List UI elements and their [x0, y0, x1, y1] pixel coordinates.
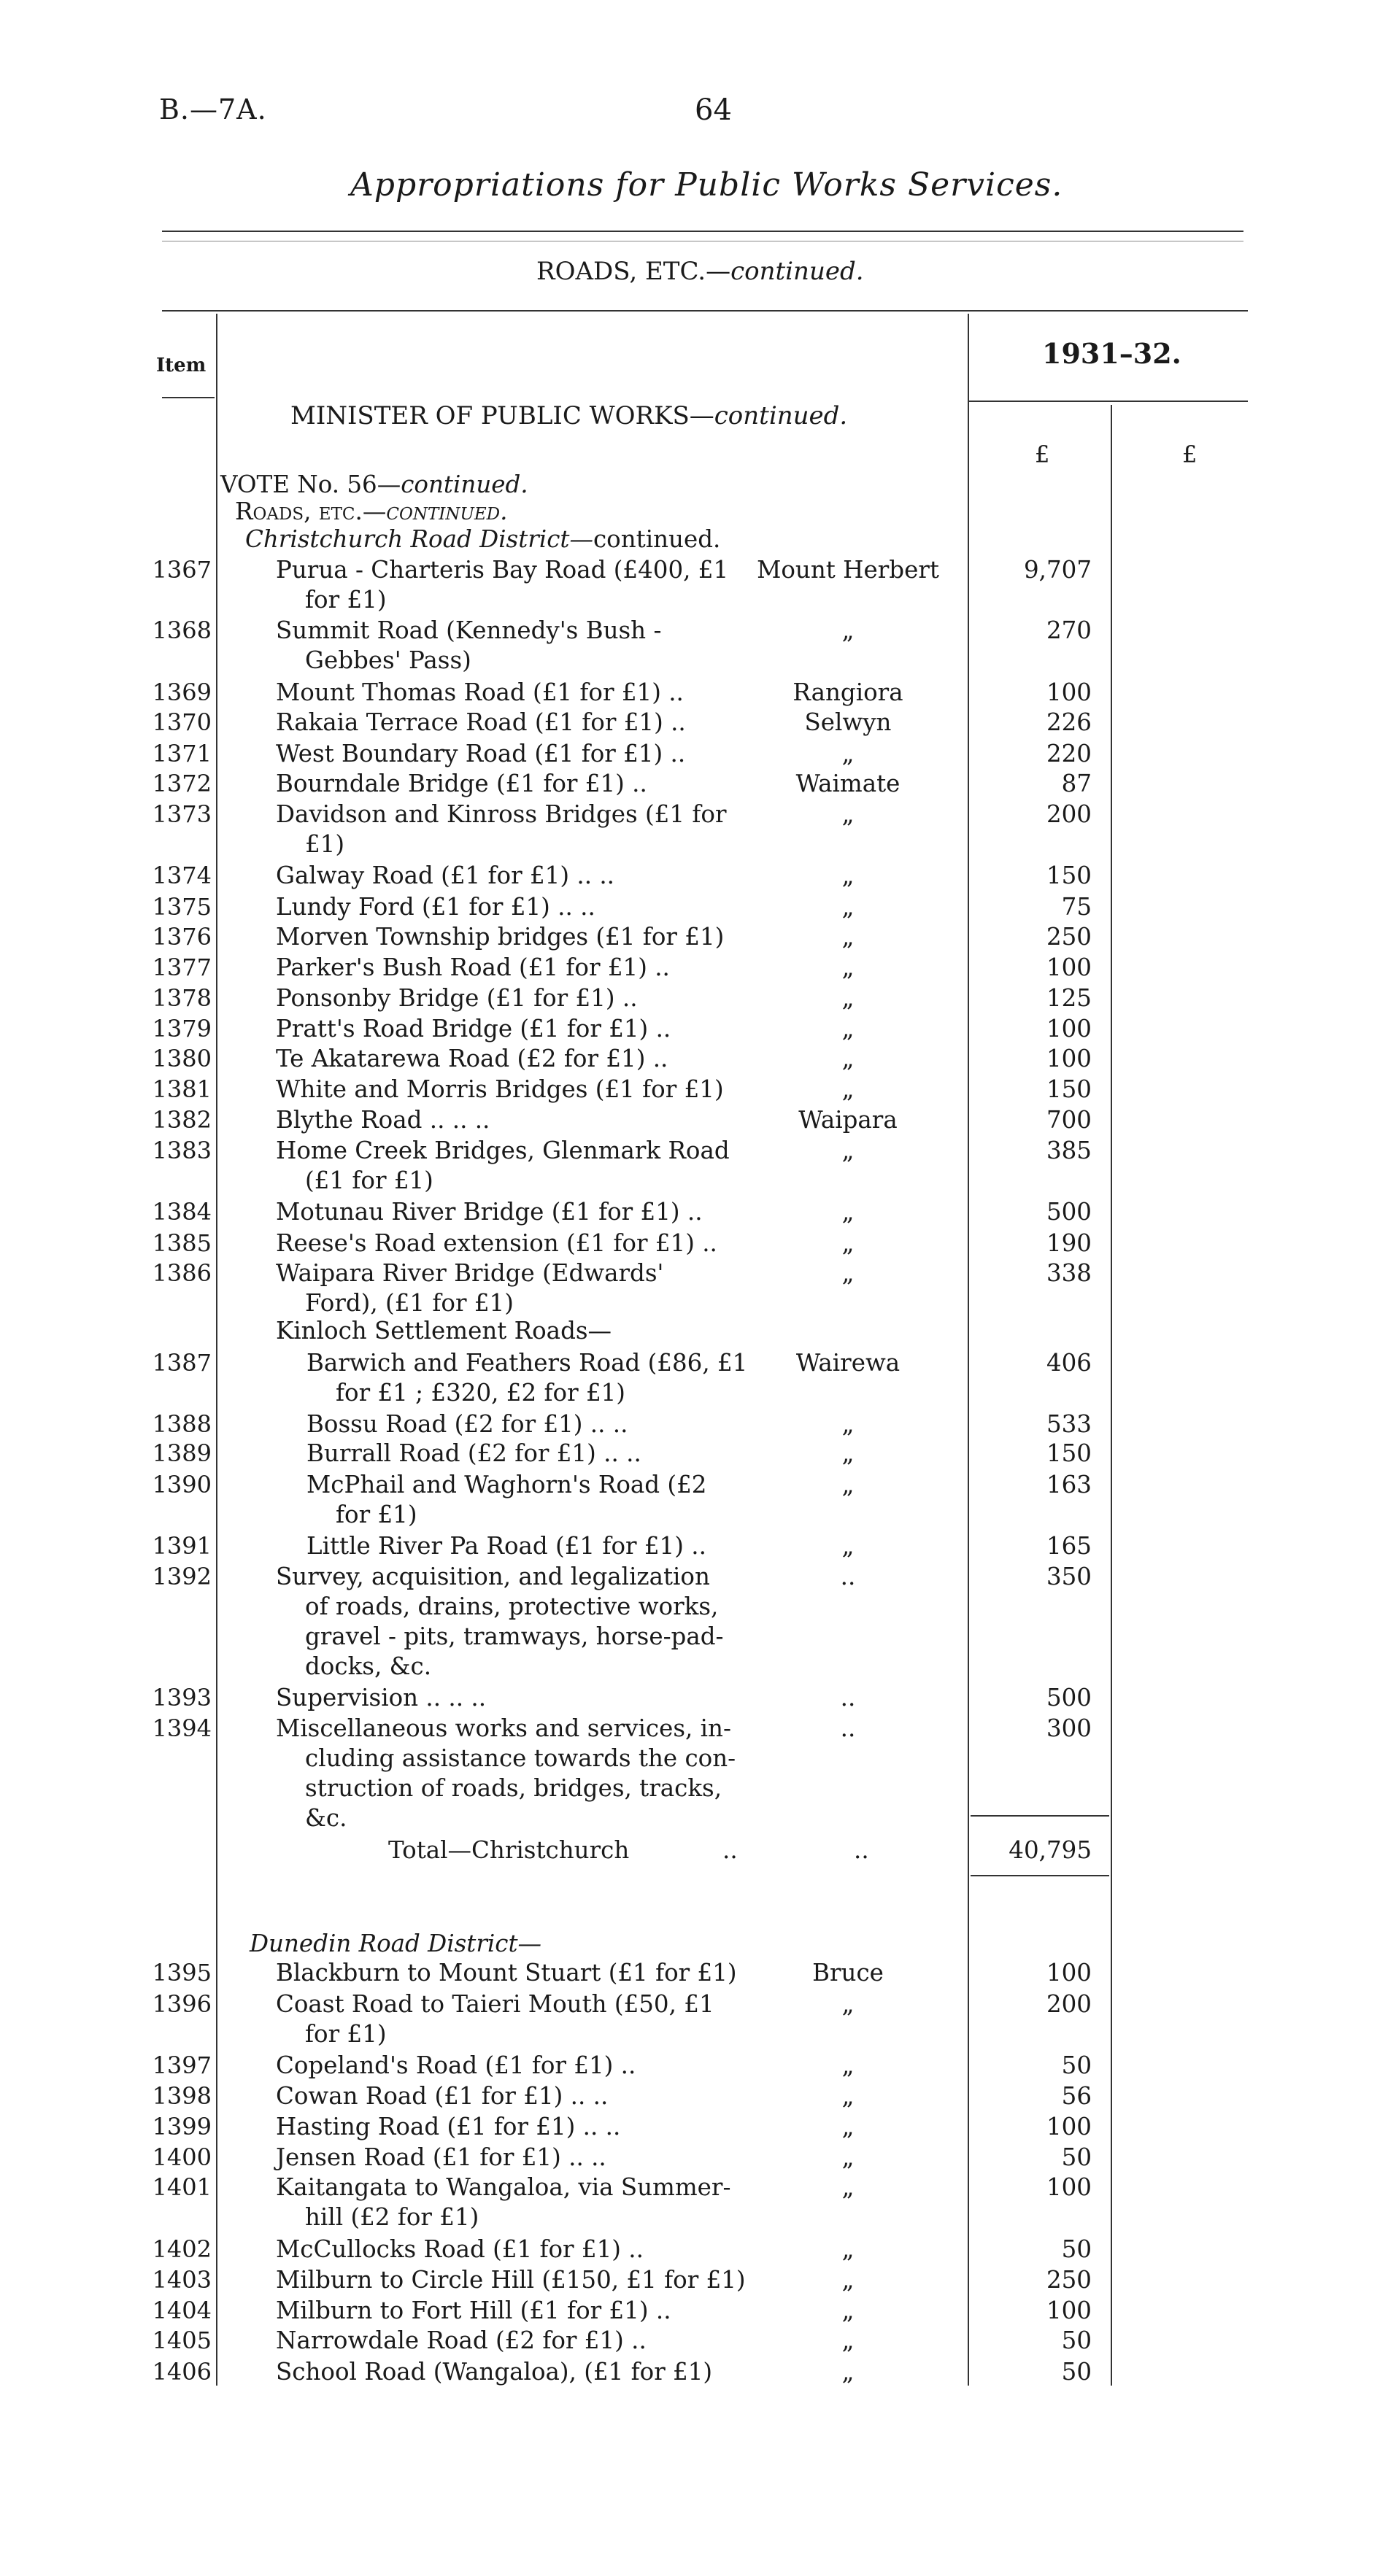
item-description: Barwich and Feathers Road (£86, £1 [306, 1349, 748, 1377]
item-description: docks, &c. [305, 1652, 432, 1680]
item-number: 1367 [152, 556, 212, 584]
pound-sign-1: £ [1035, 441, 1050, 468]
dunedin-district-heading: Dunedin Road District— [250, 1930, 542, 1957]
item-number: 1373 [152, 800, 212, 828]
item-number: 1405 [152, 2326, 212, 2354]
item-district: Rangiora [793, 678, 903, 706]
section-title: ROADS, ETC.—continued. [536, 257, 864, 286]
item-number: 1390 [152, 1471, 212, 1498]
item-description: Bourndale Bridge (£1 for £1) .. [276, 770, 647, 797]
pound-sign-2: £ [1182, 441, 1198, 468]
item-number: 1406 [152, 2358, 212, 2386]
page-title: Appropriations for Public Works Services. [350, 166, 1063, 204]
item-amount: 200 [1046, 1990, 1092, 2018]
item-description: (£1 for £1) [305, 1167, 433, 1194]
item-amount: 75 [1061, 893, 1092, 921]
item-description: Parker's Bush Road (£1 for £1) .. [276, 954, 670, 981]
item-district: Waipara [798, 1106, 898, 1134]
column-header-year: 1931–32. [1042, 337, 1181, 370]
roads-heading: Roads, etc.—continued. [235, 498, 508, 525]
item-number: 1397 [152, 2051, 212, 2079]
item-description: Ford), (£1 for £1) [305, 1289, 514, 1317]
item-amount: 100 [1046, 2113, 1092, 2140]
document-code: B.—7A. [159, 93, 267, 125]
item-amount: 226 [1046, 708, 1092, 736]
item-number: 1398 [152, 2082, 212, 2110]
minister-heading: MINISTER OF PUBLIC WORKS—continued. [290, 401, 848, 430]
item-amount: 190 [1046, 1229, 1092, 1257]
item-description: Copeland's Road (£1 for £1) .. [276, 2051, 636, 2079]
item-amount: 100 [1046, 954, 1092, 981]
item-description: Hasting Road (£1 for £1) .. .. [276, 2113, 621, 2140]
item-amount: 50 [1061, 2358, 1092, 2386]
item-amount: 100 [1046, 1045, 1092, 1072]
item-amount: 533 [1046, 1410, 1092, 1438]
item-district: Waimate [795, 770, 901, 797]
item-number: 1401 [152, 2173, 212, 2201]
item-description: Blythe Road .. .. .. [276, 1106, 490, 1134]
item-amount: 100 [1046, 2297, 1092, 2324]
item-amount: 87 [1061, 770, 1092, 797]
item-description: for £1 ; £320, £2 for £1) [336, 1379, 625, 1407]
item-amount: 350 [1046, 1563, 1092, 1590]
item-amount: 150 [1046, 1439, 1092, 1467]
item-district: „ [841, 740, 855, 767]
item-description: &c. [305, 1804, 347, 1832]
total-christchurch-leaders: .. [722, 1836, 738, 1864]
item-amount: 385 [1046, 1137, 1092, 1164]
item-number: 1386 [152, 1259, 212, 1287]
item-number: 1385 [152, 1229, 212, 1257]
item-description: Cowan Road (£1 for £1) .. .. [276, 2082, 609, 2110]
item-district: „ [841, 1015, 855, 1043]
item-amount: 100 [1046, 1959, 1092, 1987]
item-amount: 100 [1046, 678, 1092, 706]
item-amount: 150 [1046, 862, 1092, 889]
item-amount: 165 [1046, 1532, 1092, 1560]
item-district: „ [841, 1045, 855, 1072]
item-district: „ [841, 616, 855, 644]
item-district: .. [840, 1714, 856, 1742]
item-number: 1378 [152, 984, 212, 1012]
item-amount: 250 [1046, 923, 1092, 951]
item-district: „ [841, 1532, 855, 1560]
item-description: Kaitangata to Wangaloa, via Summer- [276, 2173, 731, 2201]
item-district: „ [841, 1410, 855, 1438]
total-rule-top [971, 1815, 1109, 1817]
item-description: School Road (Wangaloa), (£1 for £1) [276, 2358, 713, 2386]
item-district: „ [841, 862, 855, 889]
item-description: for £1) [305, 2020, 387, 2048]
item-amount: 50 [1061, 2326, 1092, 2354]
item-district: „ [841, 1259, 855, 1287]
item-number: 1381 [152, 1075, 212, 1103]
item-description: Bossu Road (£2 for £1) .. .. [306, 1410, 628, 1438]
item-amount: 250 [1046, 2266, 1092, 2294]
item-description: Morven Township bridges (£1 for £1) [276, 923, 725, 951]
item-number: 1369 [152, 678, 212, 706]
item-description: Rakaia Terrace Road (£1 for £1) .. [276, 708, 686, 736]
item-district: Selwyn [804, 708, 892, 736]
page-number: 64 [695, 93, 732, 127]
item-number: 1382 [152, 1106, 212, 1134]
item-amount: 220 [1046, 740, 1092, 767]
item-description: for £1) [336, 1501, 417, 1528]
item-number: 1402 [152, 2235, 212, 2263]
item-district: „ [841, 1439, 855, 1467]
item-number: 1396 [152, 1990, 212, 2018]
item-number: 1392 [152, 1563, 212, 1590]
item-number: 1377 [152, 954, 212, 981]
header-rule [162, 310, 1248, 312]
item-column-rule [216, 314, 217, 2386]
item-description: hill (£2 for £1) [305, 2203, 479, 2231]
item-amount: 56 [1061, 2082, 1092, 2110]
item-district: „ [841, 1229, 855, 1257]
item-amount: 270 [1046, 616, 1092, 644]
item-description: Pratt's Road Bridge (£1 for £1) .. [276, 1015, 671, 1043]
item-description: Reese's Road extension (£1 for £1) .. [276, 1229, 717, 1257]
item-district: „ [841, 2143, 855, 2171]
item-amount: 125 [1046, 984, 1092, 1012]
item-description: cluding assistance towards the con- [305, 1744, 736, 1772]
item-district: „ [841, 1990, 855, 2018]
item-district: „ [841, 1075, 855, 1103]
item-number: 1384 [152, 1198, 212, 1226]
item-number: 1370 [152, 708, 212, 736]
item-description: Blackburn to Mount Stuart (£1 for £1) [276, 1959, 737, 1987]
item-amount: 406 [1046, 1349, 1092, 1377]
item-amount: 100 [1046, 2173, 1092, 2201]
item-amount: 200 [1046, 800, 1092, 828]
item-amount: 100 [1046, 1015, 1092, 1043]
item-number: 1388 [152, 1410, 212, 1438]
item-description: £1) [305, 830, 345, 858]
item-description: Milburn to Fort Hill (£1 for £1) .. [276, 2297, 671, 2324]
item-description: for £1) [305, 586, 387, 614]
item-description: Home Creek Bridges, Glenmark Road [276, 1137, 730, 1164]
item-description: Survey, acquisition, and legalization [276, 1563, 710, 1590]
item-district: „ [841, 2113, 855, 2140]
item-amount: 700 [1046, 1106, 1092, 1134]
item-number: 1391 [152, 1532, 212, 1560]
item-number: 1404 [152, 2297, 212, 2324]
item-district: „ [841, 2082, 855, 2110]
item-description: Te Akatarewa Road (£2 for £1) .. [276, 1045, 668, 1072]
top-rule [162, 231, 1243, 232]
item-description: struction of roads, bridges, tracks, [305, 1774, 722, 1802]
item-description: of roads, drains, protective works, [305, 1593, 719, 1620]
item-description: Supervision .. .. .. [276, 1684, 487, 1711]
total-rule-bottom [971, 1875, 1109, 1876]
item-header-underline [162, 397, 215, 398]
item-description: Miscellaneous works and services, in- [276, 1714, 731, 1742]
item-district: „ [841, 1137, 855, 1164]
item-district: „ [841, 2326, 855, 2354]
item-description: Davidson and Kinross Bridges (£1 for [276, 800, 727, 828]
item-number: 1379 [152, 1015, 212, 1043]
item-description: Ponsonby Bridge (£1 for £1) .. [276, 984, 638, 1012]
item-description: Little River Pa Road (£1 for £1) .. [306, 1532, 706, 1560]
vote-heading: VOTE No. 56—continued. [220, 471, 528, 498]
item-district: Bruce [812, 1959, 884, 1987]
christchurch-district-heading: Christchurch Road District—continued. [245, 525, 721, 553]
item-description: Summit Road (Kennedy's Bush - [276, 616, 662, 644]
item-description: gravel - pits, tramways, horse-pad- [305, 1622, 724, 1650]
item-district: Wairewa [795, 1349, 901, 1377]
item-description: Milburn to Circle Hill (£150, £1 for £1) [276, 2266, 746, 2294]
item-description: Mount Thomas Road (£1 for £1) .. [276, 678, 684, 706]
item-description: Burrall Road (£2 for £1) .. .. [306, 1439, 641, 1467]
item-number: 1375 [152, 893, 212, 921]
item-amount: 500 [1046, 1198, 1092, 1226]
item-description: Gebbes' Pass) [305, 646, 471, 674]
item-amount: 50 [1061, 2051, 1092, 2079]
item-description: Narrowdale Road (£2 for £1) .. [276, 2326, 647, 2354]
item-number: 1389 [152, 1439, 212, 1467]
item-description: West Boundary Road (£1 for £1) .. [276, 740, 686, 767]
item-district: „ [841, 2051, 855, 2079]
item-amount: 50 [1061, 2235, 1092, 2263]
item-description: Coast Road to Taieri Mouth (£50, £1 [276, 1990, 714, 2018]
item-district: Mount Herbert [757, 556, 939, 584]
item-number: 1383 [152, 1137, 212, 1164]
item-description: Jensen Road (£1 for £1) .. .. [276, 2143, 606, 2171]
item-description: Galway Road (£1 for £1) .. .. [276, 862, 615, 889]
item-district: .. [840, 1563, 856, 1590]
year-header-underline [969, 401, 1248, 402]
item-description: McCullocks Road (£1 for £1) .. [276, 2235, 644, 2263]
item-amount: 150 [1046, 1075, 1092, 1103]
item-description: Purua - Charteris Bay Road (£400, £1 [276, 556, 729, 584]
total-christchurch-label: Total—Christchurch [388, 1836, 630, 1864]
item-number: 1394 [152, 1714, 212, 1742]
item-description: White and Morris Bridges (£1 for £1) [276, 1075, 724, 1103]
item-number: 1395 [152, 1959, 212, 1987]
item-number: 1372 [152, 770, 212, 797]
item-amount: 163 [1046, 1471, 1092, 1498]
item-description: McPhail and Waghorn's Road (£2 [306, 1471, 707, 1498]
total-christchurch-district: .. [854, 1836, 869, 1864]
item-district: „ [841, 954, 855, 981]
second-amount-column-rule [1111, 405, 1112, 2386]
item-district: .. [840, 1684, 856, 1711]
item-number: 1399 [152, 2113, 212, 2140]
item-number: 1393 [152, 1684, 212, 1711]
item-description: Motunau River Bridge (£1 for £1) .. [276, 1198, 703, 1226]
item-district: „ [841, 2173, 855, 2201]
item-district: „ [841, 800, 855, 828]
item-amount: 338 [1046, 1259, 1092, 1287]
item-number: 1371 [152, 740, 212, 767]
item-district: „ [841, 893, 855, 921]
item-amount: 500 [1046, 1684, 1092, 1711]
item-number: 1403 [152, 2266, 212, 2294]
item-district: „ [841, 1471, 855, 1498]
item-number: 1380 [152, 1045, 212, 1072]
item-district: „ [841, 1198, 855, 1226]
item-number: 1387 [152, 1349, 212, 1377]
item-amount: 9,707 [1023, 556, 1092, 584]
item-number: 1368 [152, 616, 212, 644]
item-amount: 50 [1061, 2143, 1092, 2171]
item-district: „ [841, 2358, 855, 2386]
item-number: 1376 [152, 923, 212, 951]
item-district: „ [841, 2297, 855, 2324]
item-district: „ [841, 2266, 855, 2294]
item-amount: 300 [1046, 1714, 1092, 1742]
total-christchurch-amount: 40,795 [1009, 1836, 1092, 1864]
item-number: 1374 [152, 862, 212, 889]
item-number: 1400 [152, 2143, 212, 2171]
item-district: „ [841, 2235, 855, 2263]
item-district: „ [841, 984, 855, 1012]
kinloch-heading: Kinloch Settlement Roads— [276, 1317, 612, 1345]
column-header-item: Item [156, 355, 207, 376]
item-description: Lundy Ford (£1 for £1) .. .. [276, 893, 595, 921]
item-description: Waipara River Bridge (Edwards' [276, 1259, 664, 1287]
item-district: „ [841, 923, 855, 951]
